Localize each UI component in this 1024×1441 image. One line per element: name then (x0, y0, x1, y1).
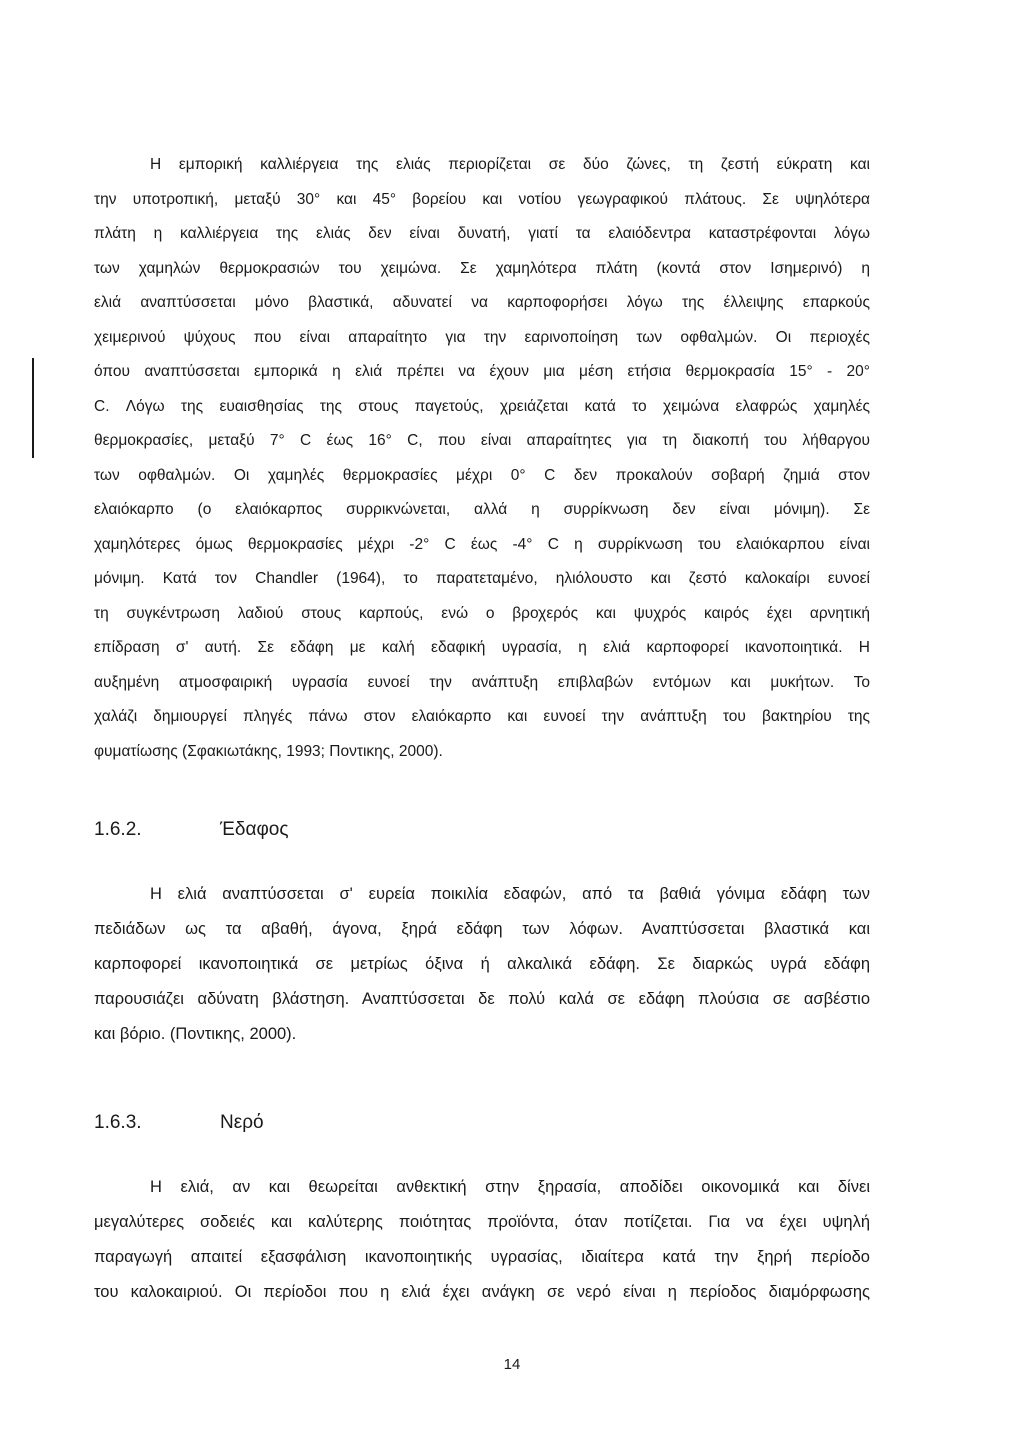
text-line: των χαμηλών θερμοκρασιών του χειμώνα. Σε χαμηλότερα πλάτη (κοντά στον Ισημερινό) η (94, 259, 870, 277)
text-line: μεγαλύτερες σοδειές και καλύτερης ποιότητας προϊόντα, όταν ποτίζεται. Για να έχει υψηλή (94, 1213, 870, 1231)
section-title: Νερό (220, 1112, 264, 1133)
paragraph-water (94, 1170, 870, 1310)
text-line: μόνιμη. Κατά τον Chandler (1964), το παρατεταμένο, ηλιόλουστο και ζεστό καλοκαίρι ευνοεί (94, 570, 870, 587)
text-line: των οφθαλμών. Οι χαμηλές θερμοκρασίες μέχρι 0° C δεν προκαλούν σοβαρή ζημιά στον (94, 466, 870, 484)
text-line: θερμοκρασίες, μεταξύ 7° C έως 16° C, που είναι απαραίτητες για τη διακοπή του λήθαργου (94, 432, 870, 449)
text-line: Η εμπορική καλλιέργεια της ελιάς περιορίζεται σε δύο ζώνες, τη ζεστή εύκρατη και (150, 156, 870, 173)
section-heading-soil (94, 819, 289, 841)
text-line: C. Λόγω της ευαισθησίας της στους παγετούς, χρειάζεται κατά το χειμώνα ελαφρώς χαμηλές (94, 397, 870, 415)
text-line: χαμηλότερες όμως θερμοκρασίες μέχρι -2° C έως -4° C η συρρίκνωση του ελαιόκαρπου είναι (94, 535, 870, 553)
text-line: ελαιόκαρπο (ο ελαιόκαρπος συρρικνώνεται, αλλά η συρρίκνωση δεν είναι μόνιμη). Σε (94, 501, 870, 518)
text-line: την υποτροπική, μεταξύ 30° και 45° βορείου και νοτίου γεωγραφικού πλάτους. Σε υψηλότερα (94, 190, 870, 208)
text-line: του καλοκαιριού. Οι περίοδοι που η ελιά έχει ανάγκη σε νερό είναι η περίοδος διαμόρφωσης (94, 1283, 870, 1301)
section-number: 1.6.3. (94, 1112, 142, 1133)
text-line: χειμερινού ψύχους που είναι απαραίτητο για την εαρινοποίηση των οφθαλμών. Οι περιοχές (94, 328, 870, 346)
text-line: όπου αναπτύσσεται εμπορικά η ελιά πρέπει να έχουν μια μέση ετήσια θερμοκρασία 15° - 20° (94, 363, 870, 380)
text-line: χαλάζι δημιουργεί πληγές πάνω στον ελαιόκαρπο και ευνοεί την ανάπτυξη του βακτηρίου της (94, 708, 870, 725)
page-number: 14 (503, 1356, 521, 1373)
section-number: 1.6.2. (94, 819, 142, 840)
section-heading-water (94, 1112, 264, 1134)
margin-bar (32, 358, 34, 458)
text-line: επίδραση σ' αυτή. Σε εδάφη με καλή εδαφική υγρασία, η ελιά καρποφορεί ικανοποιητικά. Η (94, 639, 870, 656)
text-line: αυξημένη ατμοσφαιρική υγρασία ευνοεί την ανάπτυξη επιβλαβών εντόμων και μυκήτων. Το (94, 673, 870, 691)
text-line: ελιά αναπτύσσεται μόνο βλαστικά, αδυνατεί να καρποφορήσει λόγω της έλλειψης επαρκούς (94, 294, 870, 311)
text-line: τη συγκέντρωση λαδιού στους καρπούς, ενώ ο βροχερός και ψυχρός καιρός έχει αρνητική (94, 604, 870, 622)
section-title: Έδαφος (220, 819, 289, 840)
text-line: και βόριο. (Ποντικης, 2000). (94, 1025, 297, 1043)
text-line: παραγωγή απαιτεί εξασφάλιση ικανοποιητικής υγρασίας, ιδιαίτερα κατά την ξηρή περίοδο (94, 1248, 870, 1266)
paragraph-soil (94, 877, 870, 1052)
text-line: παρουσιάζει αδύνατη βλάστηση. Αναπτύσσεται δε πολύ καλά σε εδάφη πλούσια σε ασβέστιο (94, 990, 870, 1008)
text-line: καρποφορεί ικανοποιητικά σε μετρίως όξινα ή αλκαλικά εδάφη. Σε διαρκώς υγρά εδάφη (94, 955, 870, 973)
text-line: φυματίωσης (Σφακιωτάκης, 1993; Ποντικης, 2000). (94, 742, 443, 760)
text-line: πεδιάδων ως τα αβαθή, άγονα, ξηρά εδάφη των λόφων. Αναπτύσσεται βλαστικά και (94, 920, 870, 938)
text-line: Η ελιά αναπτύσσεται σ' ευρεία ποικιλία εδαφών, από τα βαθιά γόνιμα εδάφη των (150, 885, 870, 903)
text-line: Η ελιά, αν και θεωρείται ανθεκτική στην ξηρασία, αποδίδει οικονομικά και δίνει (150, 1178, 870, 1196)
text-line: πλάτη η καλλιέργεια της ελιάς δεν είναι δυνατή, γιατί τα ελαιόδεντρα καταστρέφονται λόγω (94, 225, 870, 242)
paragraph-climate (94, 148, 870, 769)
